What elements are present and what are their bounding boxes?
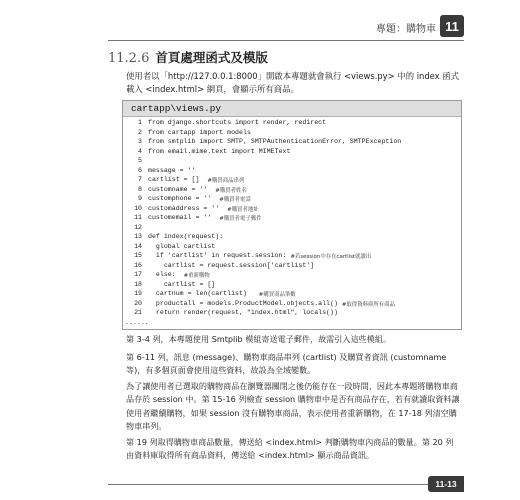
code-line [129,167,461,177]
line-number: 6 [138,166,142,174]
code-text: return render(request, "index.html", locals()) [148,309,338,316]
code-text: message = '' [148,166,196,174]
paragraph-2: 第 6-11 列，訊息 (message)、購物車商品串列 (cartlist) 及購買者資訊 (customname 等)，有多個頁面會使用這些資料，故設為全域變數。 [126,352,447,376]
code-line [129,214,461,224]
code-text: customemail = '' [148,214,220,221]
code-line [129,281,461,291]
code-line [129,148,461,158]
code-comment: #購買者姓名 [215,187,247,194]
footer-rule [108,484,428,485]
code-line [129,176,461,186]
code-comment: #購買者地址 [227,206,259,213]
code-comment: #若session中存在cartlist就讀出 [290,254,372,260]
line-number: 20 [134,299,142,307]
code-line [129,252,461,262]
code-text: cartlist = [] [148,176,208,183]
line-number: 15 [134,252,142,259]
code-text: customphone = '' [148,195,220,202]
line-number: 2 [138,128,142,136]
code-line [129,271,461,281]
line-number: 4 [138,147,142,155]
line-number: 5 [138,157,142,164]
line-number: 21 [134,309,142,316]
code-text: from email.mime.text import MIMEText [148,147,291,155]
line-number: 1 [138,119,142,126]
section-number: 11.2.6 [108,51,150,66]
code-line [129,195,461,205]
section-heading [108,48,268,66]
code-line [129,243,461,253]
code-lines [123,117,461,319]
code-comment: #取得資料庫所有商品 [341,301,395,308]
line-number: 18 [134,280,142,288]
code-text: customaddress = '' [148,204,228,212]
code-line [129,129,461,139]
line-number: 7 [138,176,142,183]
code-text: from cartapp import models [148,128,251,136]
chapter-badge: 11 [440,15,464,37]
line-number: 13 [134,233,142,240]
code-listing [122,100,462,330]
code-ellipsis: ...... [125,318,149,326]
line-number: 3 [138,138,142,145]
code-text: global cartlist [148,242,216,250]
code-line [129,262,461,272]
line-number: 9 [138,195,142,202]
code-text: from django.shortcuts import render, redirect [148,119,327,126]
code-text: from smtplib import SMTP, SMTPAuthenticationError, SMTPException [148,138,402,145]
line-number: 12 [134,223,142,231]
paragraph-4: 第 19 列取得購物車商品數量，傳送給 <index.html> 判斷購物車內商品的數量。第 20 列由資料庫取得所有商品資料，傳送給 <index.html> 顯示商品資訊。 [126,437,454,461]
code-line [129,205,461,215]
code-line [129,309,461,319]
line-number: 14 [134,242,142,250]
code-comment: #購買者電子郵件 [219,216,262,222]
code-line [129,186,461,196]
code-comment: #購買商品串列 [207,178,245,184]
code-text: customname = '' [148,185,216,193]
line-number: 8 [138,185,142,193]
section-title: 首頁處理函式及模版 [155,50,268,65]
code-text: cartnum = len(cartlist) [148,290,259,297]
paragraph-1: 第 3-4 列，本專題使用 Smtplib 模組寄送電子郵件，故需引入這些模組。 [126,334,391,344]
code-text: cartlist = [] [148,280,216,288]
code-comment: #購買者電話 [219,197,251,203]
code-text: if 'cartlist' in request.session: [148,252,291,259]
intro-paragraph: 使用者以「http://127.0.0.1:8000」開啟本專題就會執行 <views.py> 中的 index 函式載入 <index.html> 網頁，會顯示所有商品。 [126,71,460,94]
line-number: 19 [134,290,142,297]
code-text: productall = models.ProductModel.objects.all() [148,299,342,307]
paragraph-3: 為了讓使用者已選取的購物商品在瀏覽器關閉之後仍能存在一段時間，因此本專題將購物車商品存於 session 中。第 15-16 列檢查 session 購物車中是否有商品存在，若有就讀取資料讓使用者繼續購物，如果 session 沒有購物車商品，表示使用者重新購物，在 17-18 列清空購物車串列。 [126,381,460,432]
code-text: cartlist = request.session['cartlist'] [148,261,315,269]
line-number: 16 [134,261,142,269]
line-number: 11 [134,214,142,221]
code-text: else: [148,271,184,278]
code-line [129,233,461,243]
code-line [129,138,461,148]
page-number: 11-13 [428,476,464,492]
running-header: 專題：購物車 [376,24,436,35]
header-rule [108,40,464,41]
code-line [129,224,461,234]
code-line [129,290,461,300]
code-line [129,300,461,310]
code-text: def index(request): [148,233,224,240]
code-comment: #重新購物 [183,273,210,279]
code-line [129,119,461,129]
line-number: 17 [134,271,142,278]
code-line [129,157,461,167]
line-number: 10 [134,204,142,212]
code-comment: #購買商品筆數 [258,292,296,298]
code-filename: cartapp\views.py [123,101,461,117]
